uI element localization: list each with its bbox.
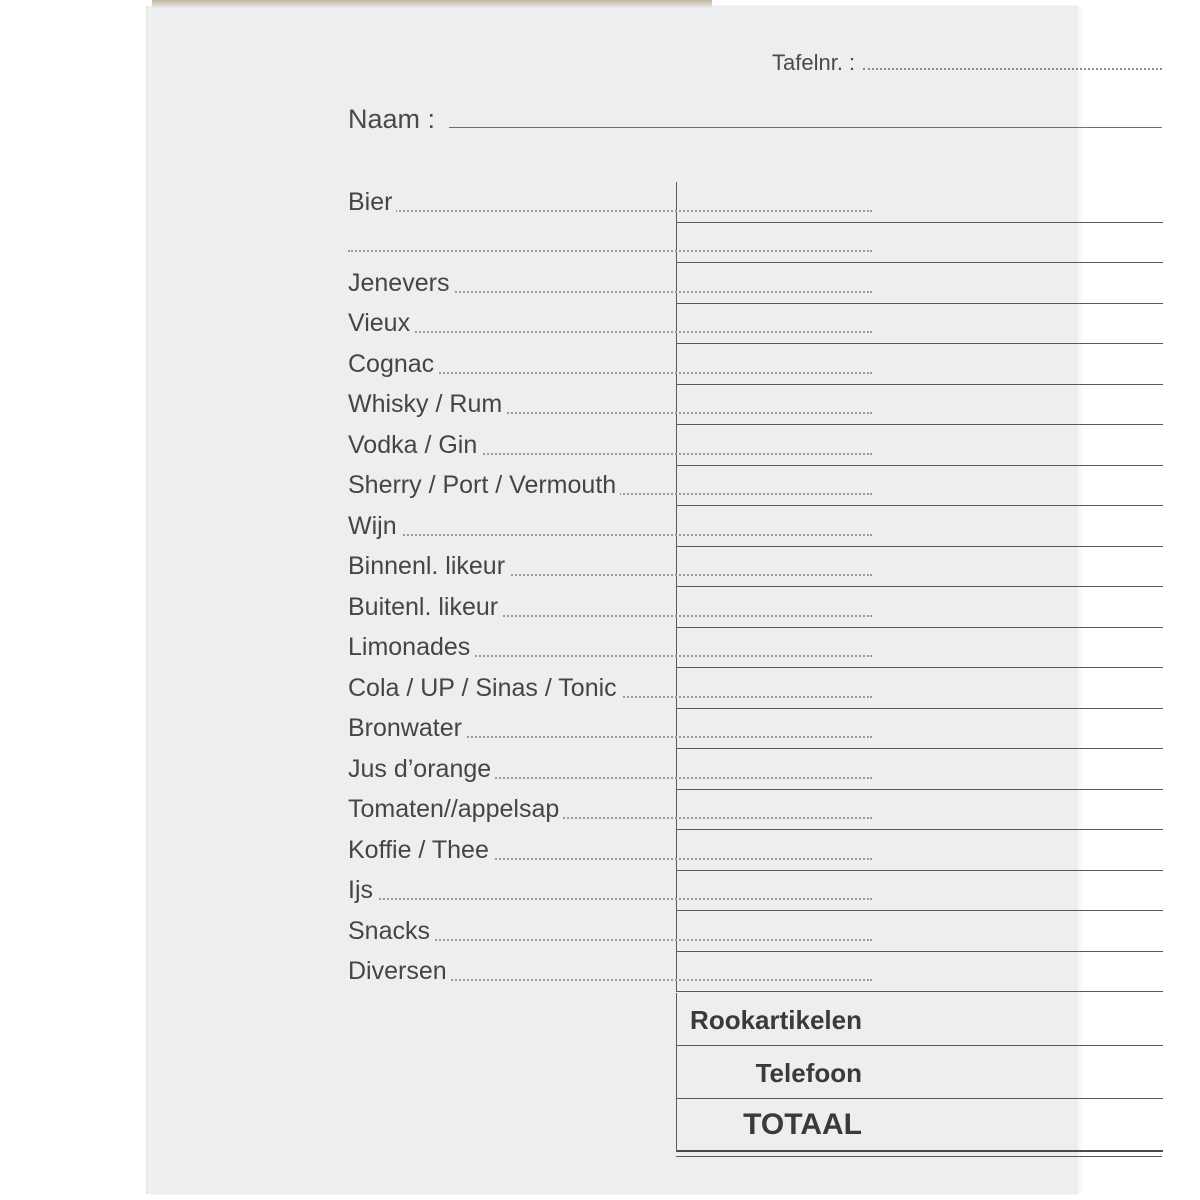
list-item[interactable]	[348, 182, 1162, 223]
list-item[interactable]	[348, 871, 1162, 912]
item-label: Vieux	[348, 309, 414, 338]
item-label: Bier	[348, 188, 396, 217]
item-label: Cognac	[348, 350, 438, 379]
list-item[interactable]	[348, 911, 1162, 952]
item-label: Bronwater	[348, 714, 466, 743]
paper-glue-strip	[152, 0, 712, 8]
item-label: Vodka / Gin	[348, 431, 481, 460]
item-label: Tomaten//appelsap	[348, 795, 563, 824]
item-dotted-rule	[348, 210, 872, 212]
table-number-label: Tafelnr. :	[772, 50, 856, 75]
item-label: Snacks	[348, 917, 434, 946]
footer-label-rookartikelen: Rookartikelen	[690, 1005, 862, 1035]
name-label: Naam :	[348, 104, 436, 134]
footer-row[interactable]	[348, 1046, 1162, 1099]
list-item[interactable]	[348, 425, 1162, 466]
item-dotted-rule	[348, 534, 872, 536]
item-label: Koffie / Thee	[348, 836, 493, 865]
list-item[interactable]	[348, 952, 1162, 993]
list-item[interactable]	[348, 628, 1162, 669]
list-item[interactable]	[348, 587, 1162, 628]
footer-label-totaal: TOTAAL	[743, 1108, 862, 1141]
item-label: Ijs	[348, 876, 377, 905]
list-item[interactable]	[348, 709, 1162, 750]
item-label: Buitenl. likeur	[348, 593, 502, 622]
list-item[interactable]	[348, 668, 1162, 709]
table-number-field[interactable]	[772, 50, 1162, 76]
item-dotted-rule	[348, 250, 872, 252]
list-item[interactable]	[348, 344, 1162, 385]
list-item[interactable]	[348, 263, 1162, 304]
list-item[interactable]	[348, 506, 1162, 547]
item-label: Jenevers	[348, 269, 453, 298]
item-label: Cola / UP / Sinas / Tonic	[348, 674, 621, 703]
item-label: Jus d’orange	[348, 755, 495, 784]
list-item[interactable]	[348, 830, 1162, 871]
list-item[interactable]	[348, 790, 1162, 831]
item-label: Diversen	[348, 957, 451, 986]
list-item[interactable]	[348, 304, 1162, 345]
item-label: Binnenl. likeur	[348, 552, 509, 581]
list-item[interactable]	[348, 223, 1162, 264]
item-label: Whisky / Rum	[348, 390, 506, 419]
total-double-rule	[676, 1156, 1162, 1157]
item-label: Wijn	[348, 512, 401, 541]
item-dotted-rule	[348, 331, 872, 333]
list-item[interactable]	[348, 466, 1162, 507]
item-list	[348, 182, 1162, 992]
list-item[interactable]	[348, 385, 1162, 426]
footer-label-telefoon: Telefoon	[755, 1058, 862, 1088]
table-number-dotted-rule	[863, 56, 1162, 70]
list-item[interactable]	[348, 749, 1162, 790]
list-item[interactable]	[348, 547, 1162, 588]
name-rule	[449, 111, 1162, 128]
item-dotted-rule	[348, 898, 872, 900]
name-field[interactable]	[348, 104, 1162, 135]
item-label: Limonades	[348, 633, 474, 662]
footer-row[interactable]	[348, 993, 1162, 1046]
item-label: Sherry / Port / Vermouth	[348, 471, 620, 500]
order-slip-paper	[152, 6, 1076, 1194]
footer-row[interactable]	[348, 1099, 1162, 1152]
footer-labels	[348, 993, 1162, 1152]
